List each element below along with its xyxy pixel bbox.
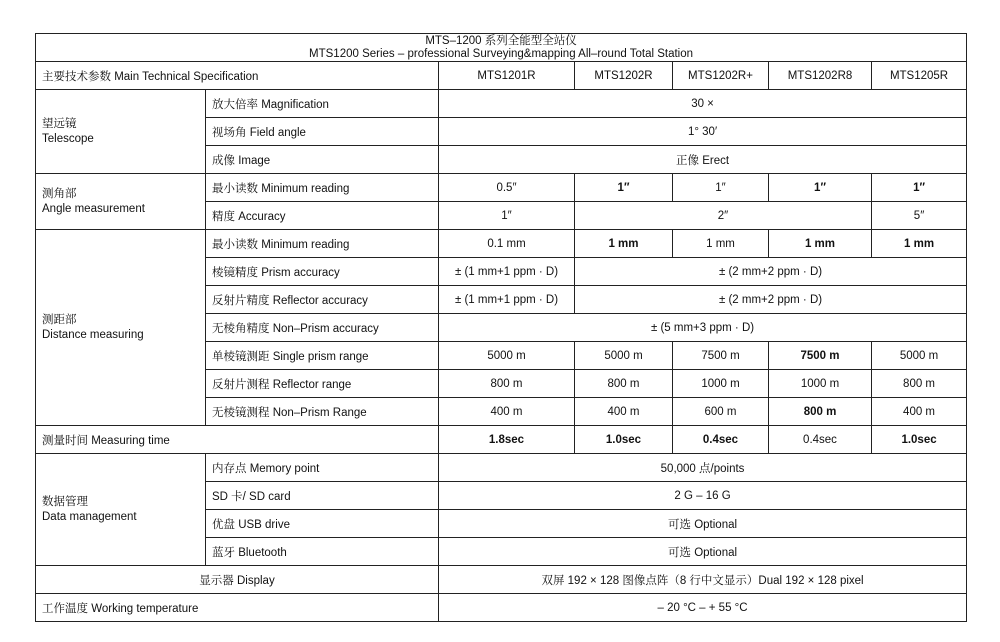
cell-value: 1.8sec bbox=[439, 426, 575, 454]
row-label: 单棱镜测距 Single prism range bbox=[206, 342, 439, 370]
group-label-en: Angle measurement bbox=[42, 202, 145, 215]
cell-value: 0.1 mm bbox=[439, 230, 575, 258]
cell-value: 600 m bbox=[673, 398, 769, 426]
cell-value: 800 m bbox=[769, 398, 872, 426]
row-label: 棱镜精度 Prism accuracy bbox=[206, 258, 439, 286]
cell-value: 5″ bbox=[872, 202, 967, 230]
cell-value: 2″ bbox=[575, 202, 872, 230]
row-label: 最小读数 Minimum reading bbox=[206, 230, 439, 258]
group-label-cn: 测距部 bbox=[42, 313, 77, 326]
group-distance bbox=[36, 230, 206, 426]
row-label: 工作温度 Working temperature bbox=[36, 594, 439, 622]
cell-value: 1.0sec bbox=[575, 426, 673, 454]
row-label: 优盘 USB drive bbox=[206, 510, 439, 538]
table-row bbox=[36, 174, 967, 202]
group-label-en: Data management bbox=[42, 510, 137, 523]
cell-value: ± (5 mm+3 ppm · D) bbox=[439, 314, 967, 342]
group-angle bbox=[36, 174, 206, 230]
spec-table bbox=[35, 33, 967, 622]
cell-value: 1° 30′ bbox=[439, 118, 967, 146]
cell-value: ± (2 mm+2 ppm · D) bbox=[575, 286, 967, 314]
cell-value: ± (1 mm+1 ppm · D) bbox=[439, 286, 575, 314]
row-label: 反射片测程 Reflector range bbox=[206, 370, 439, 398]
model-header: MTS1202R8 bbox=[769, 62, 872, 90]
group-label-en: Telescope bbox=[42, 132, 94, 145]
cell-value: 1 mm bbox=[769, 230, 872, 258]
cell-value: 0.4sec bbox=[673, 426, 769, 454]
cell-value: 1″ bbox=[439, 202, 575, 230]
row-label: 无棱角精度 Non–Prism accuracy bbox=[206, 314, 439, 342]
cell-value: 800 m bbox=[575, 370, 673, 398]
model-header: MTS1201R bbox=[439, 62, 575, 90]
row-label: 精度 Accuracy bbox=[206, 202, 439, 230]
group-label-cn: 望远镜 bbox=[42, 117, 77, 130]
cell-value: 1″ bbox=[872, 174, 967, 202]
model-header: MTS1202R+ bbox=[673, 62, 769, 90]
cell-value: 5000 m bbox=[575, 342, 673, 370]
table-row bbox=[36, 230, 967, 258]
cell-value: 50,000 点/points bbox=[439, 454, 967, 482]
row-label: 视场角 Field angle bbox=[206, 118, 439, 146]
title-row bbox=[36, 34, 967, 62]
table-title bbox=[36, 34, 967, 62]
cell-value: 1000 m bbox=[673, 370, 769, 398]
cell-value: 1 mm bbox=[575, 230, 673, 258]
model-header: MTS1205R bbox=[872, 62, 967, 90]
cell-value: 可选 Optional bbox=[439, 538, 967, 566]
row-label: 蓝牙 Bluetooth bbox=[206, 538, 439, 566]
cell-value: 1.0sec bbox=[872, 426, 967, 454]
cell-value: 1 mm bbox=[872, 230, 967, 258]
cell-value: 800 m bbox=[872, 370, 967, 398]
title-line-cn: MTS–1200 系列全能型全站仪 bbox=[425, 34, 577, 47]
row-label: 反射片精度 Reflector accuracy bbox=[206, 286, 439, 314]
cell-value: 双屏 192 × 128 图像点阵（8 行中文显示）Dual 192 × 128 pixel bbox=[439, 566, 967, 594]
header-row bbox=[36, 62, 967, 90]
cell-value: ± (1 mm+1 ppm · D) bbox=[439, 258, 575, 286]
model-header: MTS1202R bbox=[575, 62, 673, 90]
table-row bbox=[36, 454, 967, 482]
cell-value: 7500 m bbox=[673, 342, 769, 370]
cell-value: ± (2 mm+2 ppm · D) bbox=[575, 258, 967, 286]
cell-value: 5000 m bbox=[439, 342, 575, 370]
group-label-en: Distance measuring bbox=[42, 328, 144, 341]
cell-value: 1000 m bbox=[769, 370, 872, 398]
cell-value: 800 m bbox=[439, 370, 575, 398]
cell-value: 0.4sec bbox=[769, 426, 872, 454]
title-line-en: MTS1200 Series – professional Surveying&mapping All–round Total Station bbox=[309, 47, 694, 60]
cell-value: 1″ bbox=[769, 174, 872, 202]
header-label: 主要技术参数 Main Technical Specification bbox=[36, 62, 439, 90]
cell-value: 1 mm bbox=[673, 230, 769, 258]
row-label: 测量时间 Measuring time bbox=[36, 426, 439, 454]
group-label-cn: 数据管理 bbox=[42, 495, 88, 508]
cell-value: – 20 °C – + 55 °C bbox=[439, 594, 967, 622]
row-label: 内存点 Memory point bbox=[206, 454, 439, 482]
cell-value: 30 × bbox=[439, 90, 967, 118]
group-telescope bbox=[36, 90, 206, 174]
cell-value: 1″ bbox=[673, 174, 769, 202]
cell-value: 5000 m bbox=[872, 342, 967, 370]
group-label-cn: 测角部 bbox=[42, 187, 77, 200]
group-data-management bbox=[36, 454, 206, 566]
row-label: 成像 Image bbox=[206, 146, 439, 174]
cell-value: 0.5″ bbox=[439, 174, 575, 202]
table-row bbox=[36, 594, 967, 622]
row-label: 无棱镜测程 Non–Prism Range bbox=[206, 398, 439, 426]
row-label: 最小读数 Minimum reading bbox=[206, 174, 439, 202]
row-label: SD 卡/ SD card bbox=[206, 482, 439, 510]
row-label: 放大倍率 Magnification bbox=[206, 90, 439, 118]
cell-value: 400 m bbox=[575, 398, 673, 426]
cell-value: 7500 m bbox=[769, 342, 872, 370]
table-row bbox=[36, 426, 967, 454]
table-row bbox=[36, 90, 967, 118]
cell-value: 400 m bbox=[872, 398, 967, 426]
row-label: 显示器 Display bbox=[36, 566, 439, 594]
cell-value: 1″ bbox=[575, 174, 673, 202]
cell-value: 2 G – 16 G bbox=[439, 482, 967, 510]
cell-value: 400 m bbox=[439, 398, 575, 426]
table-row bbox=[36, 566, 967, 594]
cell-value: 正像 Erect bbox=[439, 146, 967, 174]
cell-value: 可选 Optional bbox=[439, 510, 967, 538]
